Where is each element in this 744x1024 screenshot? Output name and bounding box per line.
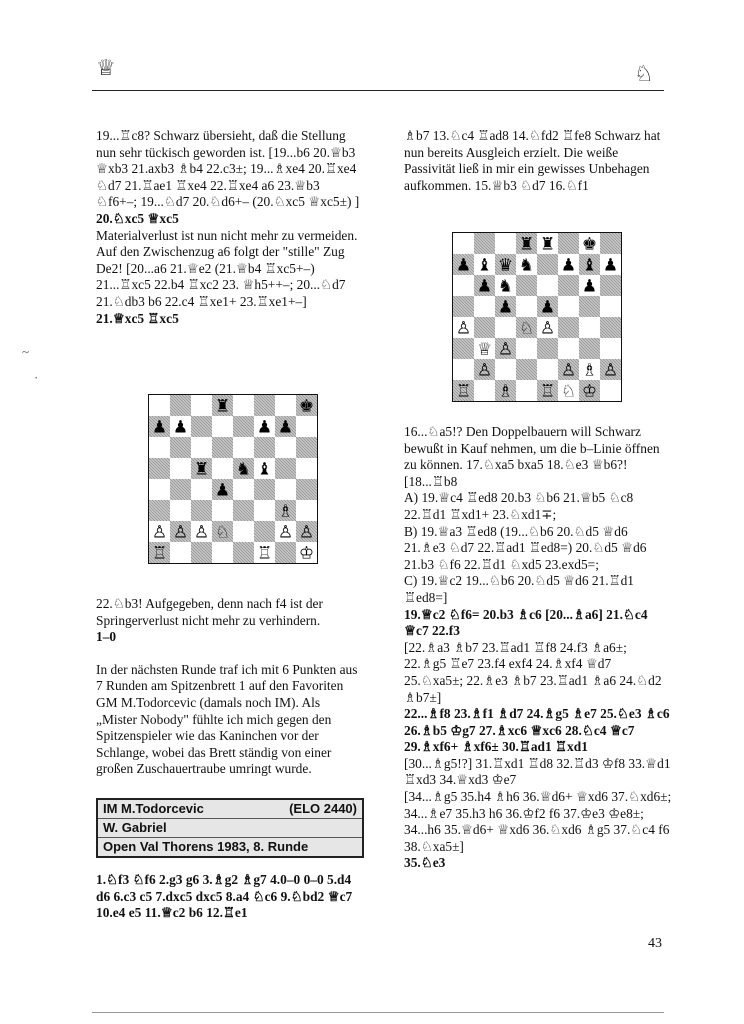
board-square [453,233,474,254]
knight-icon: ♘ [634,62,654,87]
chess-piece: ♟ [539,297,556,318]
chess-piece: ♟ [497,297,514,318]
chess-piece: ♜ [193,459,210,480]
board-square [233,479,254,500]
annotation-22: 22.♘b3! Aufgegeben, denn nach f4 ist der Springerverlust nicht mehr zu verhindern. [96,596,323,628]
board-square [558,338,579,359]
chess-piece: ♔ [581,381,598,401]
chess-piece: ♟ [455,255,472,276]
chess-piece: ♟ [602,255,619,276]
board-square [233,437,254,458]
black-player: W. Gabriel [98,819,362,838]
board-square [170,500,191,521]
result: 1–0 [96,629,117,645]
variation-a: A) 19.♕c4 ♖ed8 20.b3 ♘b6 21.♕b5 ♘c8 22.♖d1 ♖xd1+ 23.♘xd1∓; [404,490,634,522]
chess-piece: ♟ [151,417,168,438]
move-22-30: 22...♗f8 23.♗f1 ♗d7 24.♗g5 ♗e7 25.♘e3 ♗c6 26.♗b5 ♔g7 27.♗xc6 ♕xc6 28.♘c4 ♕c7 29.♗xf6+ ♗xf6± 30.♖ad1 ♖xd1 [404,706,670,755]
chess-piece: ♗ [277,501,294,522]
queen-icon: ♕ [96,56,116,81]
chess-piece: ♝ [476,255,493,276]
board-square [191,395,212,416]
right-column-lower [404,424,672,872]
board-square [600,380,621,401]
board-square [212,458,233,479]
move-30-34: [30...♗g5!?] 31.♖xd1 ♖d8 32.♖d3 ♔f8 33.♕d1 ♖xd3 34.♕xd3 ♔e7 [404,755,671,788]
chess-piece: ♙ [151,522,168,543]
board-square [579,317,600,338]
board-square [212,416,233,437]
left-column [96,128,364,327]
board-square [495,233,516,254]
board-square [212,500,233,521]
page-number: 43 [648,936,662,951]
chess-piece: ♚ [298,396,315,417]
chess-piece: ♜ [214,396,231,417]
left-column-lower [96,596,364,778]
board-square [453,275,474,296]
chess-diagram-2 [452,232,622,402]
variation-22: [22.♗a3 ♗b7 23.♖ad1 ♖f8 24.f3 ♗a6±; 22.♗g5 ♖e7 23.f4 exf4 24.♗xf4 ♕d7 25.♘xa5±; 22.♗e3 ♗b7 23.♖ad1 ♗a6 24.♘d2 ♗b7±] [404,639,662,705]
chess-piece: ♟ [581,276,598,297]
board-square [254,500,275,521]
board-square [170,542,191,563]
move-21: 21.♕xc5 ♖xc5 [96,310,179,326]
board-square [474,296,495,317]
chess-piece: ♙ [298,522,315,543]
board-square [149,479,170,500]
board-square [537,275,558,296]
variation-open: [18...♖b8 [404,473,458,489]
chess-piece: ♝ [256,459,273,480]
chess-piece: ♟ [172,417,189,438]
annotation-16: 16...♘a5!? Den Doppelbauern will Schwarz bewußt in Kauf nehmen, um die b–Linie öffnen zu können. 17.♘xa5 bxa5 18.♘e3 ♕b6?! [404,424,660,473]
chess-piece: ♔ [298,543,315,563]
move-19-22: 19.♕c2 ♘f6= 20.b3 ♗c6 [20...♗a6] 21.♘c4 ♕c7 22.f3 [404,606,648,639]
margin-mark: · [34,370,39,385]
chess-piece: ♛ [497,255,514,276]
right-column [404,128,672,194]
board-square [275,437,296,458]
chess-piece: ♞ [518,255,535,276]
chess-piece: ♟ [214,480,231,501]
annotation-20: Materialverlust ist nun nicht mehr zu vermeiden. Auf den Zwischenzug a6 folgt der "stille" Zug De2! [20...a6 21.♕e2 (21.♕b4 ♖xc5+–) 21...♖xc5 22.b4 ♖xc2 23. ♕h5++–; 20...♘d7 21.♘db3 b6 22.c4 ♖xe1+ 23.♖xe1+–] [96,227,358,309]
opening-moves: 1.♘f3 ♘f6 2.g3 g6 3.♗g2 ♗g7 4.0–0 0–0 5.d4 d6 6.c3 c5 7.dxc5 dxc5 8.a4 ♘c6 9.♘bd2 ♕c7 10.e4 e5 11.♕c2 b6 12.♖e1 [96,872,353,921]
chess-piece: ♙ [277,522,294,543]
chess-piece: ♟ [277,417,294,438]
chess-piece: ♘ [518,318,535,339]
board-square [495,317,516,338]
chess-piece: ♙ [497,339,514,360]
chess-piece: ♗ [581,360,598,381]
chess-piece: ♟ [256,417,273,438]
chess-piece: ♟ [560,255,577,276]
board-square [516,296,537,317]
move-20: 20.♘xc5 ♕xc5 [96,210,179,226]
margin-mark: ~ [22,344,30,359]
board-square [453,359,474,380]
variation-34: [34...♗g5 35.h4 ♗h6 36.♕d6+ ♕xd6 37.♘xd6±; 34...♗e7 35.h3 h6 36.♔f2 f6 37.♔e3 ♔e8±; 34...h6 35.♕d6+ ♕xd6 36.♘xd6 ♗g5 37.♘c4 f6 38.♘xa5±] [404,789,672,854]
board-square [516,380,537,401]
board-square [537,359,558,380]
board-square [600,296,621,317]
chess-piece: ♙ [539,318,556,339]
board-square [495,359,516,380]
board-square [516,338,537,359]
chess-piece: ♙ [455,318,472,339]
board-square [170,458,191,479]
chess-piece: ♜ [539,234,556,255]
white-player: IM M.Todorcevic [103,801,204,816]
move-35: 35.♘e3 [404,855,446,871]
chess-piece: ♙ [602,360,619,381]
chess-piece: ♘ [560,381,577,401]
game-event: Open Val Thorens 1983, 8. Runde [98,838,362,856]
white-elo: (ELO 2440) [289,801,357,816]
chess-piece: ♘ [214,522,231,543]
board-square [558,296,579,317]
board-square [212,542,233,563]
footer-rule [92,1012,664,1013]
chess-piece: ♙ [476,360,493,381]
board-square [233,521,254,542]
board-square [191,437,212,458]
chess-piece: ♖ [151,543,168,563]
board-square [474,380,495,401]
chess-piece: ♙ [560,360,577,381]
board-square [149,437,170,458]
header-rule [92,90,664,91]
board-square [191,479,212,500]
board-square [296,500,317,521]
chess-diagram-1 [148,394,318,564]
chess-piece: ♖ [455,381,472,401]
chess-board-1 [149,395,317,563]
board-square [275,479,296,500]
chess-piece: ♚ [581,234,598,255]
chess-board-2 [453,233,621,401]
variation-b: B) 19.♕a3 ♖ed8 (19...♘b6 20.♘d5 ♕d6 21.♗e3 ♘d7 22.♖ad1 ♖ed8=) 20.♘d5 ♕d6 21.b3 ♘f6 22.♖d1 ♘xd5 23.exd5=; [404,523,647,572]
board-square [296,416,317,437]
board-square [600,338,621,359]
chess-piece: ♕ [476,339,493,360]
game-header-box [96,798,364,858]
chess-piece: ♝ [581,255,598,276]
chess-piece: ♜ [518,234,535,255]
annotation-19: 19...♖c8? Schwarz übersieht, daß die Stellung nun sehr tückisch geworden ist. [19...b6 20.♕b3 ♕xb3 21.axb3 ♗b4 22.c3±; 19...♗xe4 20.♖xe4 ♘d7 21.♖ae1 ♖xe4 22.♖xe4 a6 23.♕b3 ♘f6+–; 19...♘d7 20.♘d6+– (20.♘xc5 ♕xc5±) ] [96,128,360,210]
board-square [275,395,296,416]
narrative: In der nächsten Runde traf ich mit 6 Punkten aus 7 Runden am Spitzenbrett 1 auf den Favoriten GM M.Todorcevic (damals noch IM). Als „Mister Nobody" fühlte ich mich gegen den Spitzenspieler wie das Kaninchen vor der Schlange, wobei das Brett ständig von einer großen Zuschauertraube umringt wurde. [96,661,358,777]
chess-piece: ♞ [497,276,514,297]
chess-piece: ♟ [476,276,493,297]
chess-piece: ♖ [256,543,273,563]
chess-piece: ♙ [172,522,189,543]
chess-piece: ♞ [235,459,252,480]
variation-c: C) 19.♕c2 19...♘b6 20.♘d5 ♕d6 21.♖d1 ♖ed8=] [404,573,635,605]
board-square [233,395,254,416]
board-square [296,458,317,479]
chess-piece: ♗ [497,381,514,401]
continuation-text: ♗b7 13.♘c4 ♖ad8 14.♘fd2 ♖fe8 Schwarz hat nun bereits Ausgleich erzielt. Die weiße Passivität ließ in mir ein gewisses Unbehagen aufkommen. 15.♕b3 ♘d7 16.♘f1 [404,128,661,193]
chess-piece: ♙ [193,522,210,543]
board-square [149,395,170,416]
chess-piece: ♖ [539,381,556,401]
